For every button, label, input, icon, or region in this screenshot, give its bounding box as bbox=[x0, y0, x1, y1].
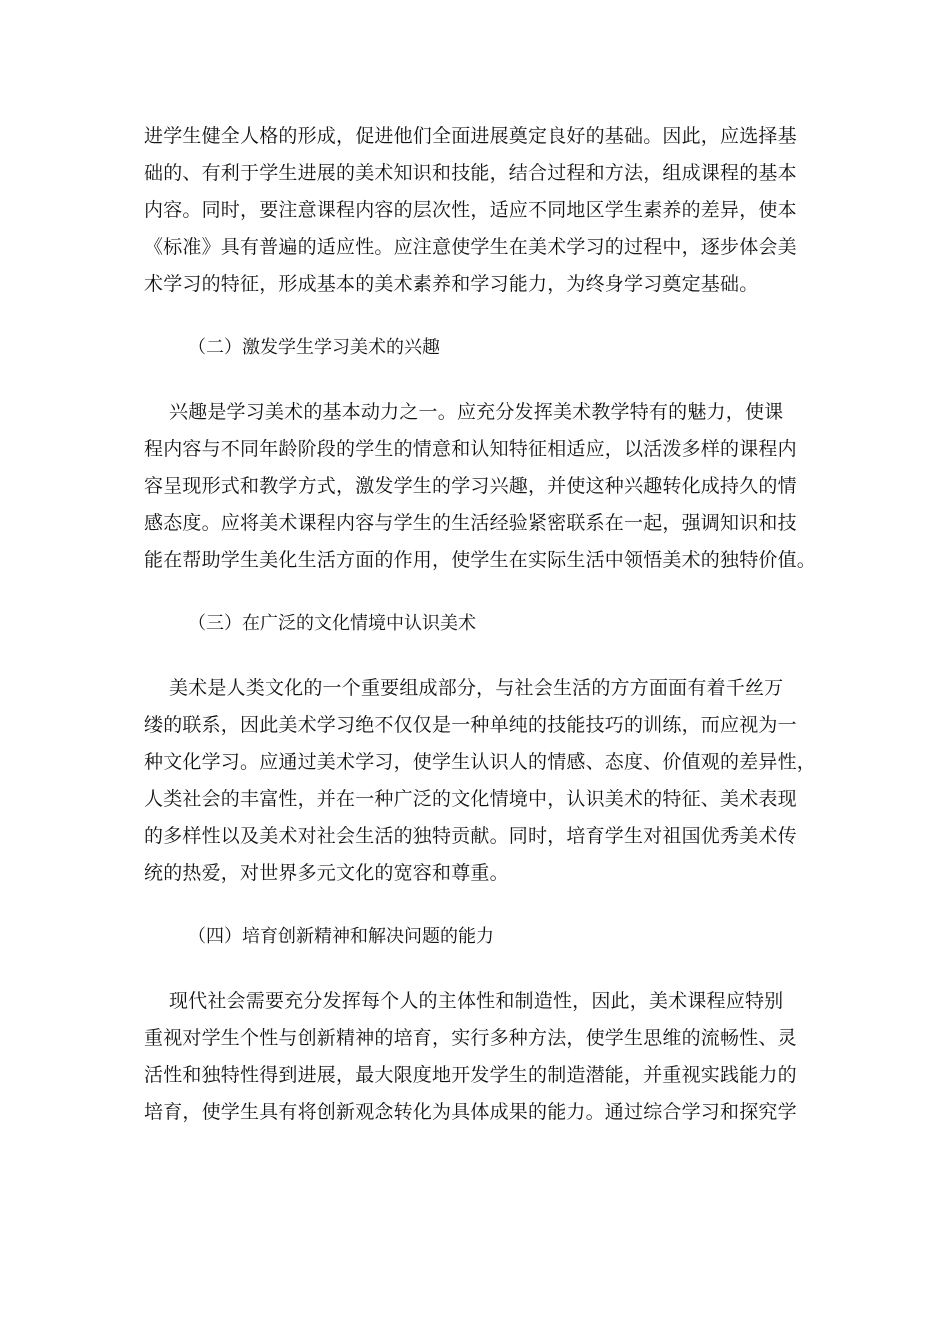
section-heading-3: （三）在广泛的文化情境中认识美术 bbox=[188, 613, 476, 634]
text-line: 能在帮助学生美化生活方面的作用，使学生在实际生活中领悟美术的独特价值。 bbox=[144, 549, 817, 571]
text-line: 缕的联系，因此美术学习绝不仅仅是一种单纯的技能技巧的训练，而应视为一 bbox=[144, 714, 797, 736]
text-line: 术学习的特征，形成基本的美术素养和学习能力，为终身学习奠定基础。 bbox=[144, 273, 759, 295]
text-line: 兴趣是学习美术的基本动力之一。应充分发挥美术教学特有的魅力，使课 bbox=[144, 401, 784, 423]
paragraph-culture bbox=[144, 670, 817, 892]
text-line: 重视对学生个性与创新精神的培育，实行多种方法，使学生思维的流畅性、灵 bbox=[144, 1027, 797, 1049]
paragraph-innovation bbox=[144, 983, 808, 1131]
text-line: 的多样性以及美术对社会生活的独特贡献。同时，培育学生对祖国优秀美术传 bbox=[144, 825, 797, 847]
text-line: 活性和独特性得到进展，最大限度地开发学生的制造潜能，并重视实践能力的 bbox=[144, 1064, 797, 1086]
text-line: 容呈现形式和教学方式，激发学生的学习兴趣，并使这种兴趣转化成持久的情 bbox=[144, 475, 797, 497]
text-line: 人类社会的丰富性，并在一种广泛的文化情境中，认识美术的特征、美术表现 bbox=[144, 788, 797, 810]
text-line: 美术是人类文化的一个重要组成部分，与社会生活的方方面面有着千丝万 bbox=[144, 677, 784, 699]
text-line: 现代社会需要充分发挥每个人的主体性和制造性，因此，美术课程应特别 bbox=[144, 990, 784, 1012]
text-line: 进学生健全人格的形成，促进他们全面进展奠定良好的基础。因此，应选择基 bbox=[144, 125, 797, 147]
text-line: 础的、有利于学生进展的美术知识和技能，结合过程和方法，组成课程的基本 bbox=[144, 162, 797, 184]
section-heading-4: （四）培育创新精神和解决问题的能力 bbox=[188, 926, 494, 947]
document-page bbox=[144, 118, 817, 1131]
text-line: 种文化学习。应通过美术学习，使学生认识人的情感、态度、价值观的差异性， bbox=[144, 751, 817, 773]
text-line: 《标准》具有普遍的适应性。应注意使学生在美术学习的过程中，逐步体会美 bbox=[144, 236, 797, 258]
text-line: 程内容与不同年龄阶段的学生的情意和认知特征相适应，以活泼多样的课程内 bbox=[144, 438, 797, 460]
text-line: 内容。同时，要注意课程内容的层次性，适应不同地区学生素养的差异，使本 bbox=[144, 199, 797, 221]
text-line: 培育，使学生具有将创新观念转化为具体成果的能力。通过综合学习和探究学 bbox=[144, 1101, 797, 1123]
paragraph-interest bbox=[144, 394, 817, 579]
text-line: 感态度。应将美术课程内容与学生的生活经验紧密联系在一起，强调知识和技 bbox=[144, 512, 797, 534]
section-heading-2: （二）激发学生学习美术的兴趣 bbox=[188, 337, 440, 358]
text-line: 统的热爱，对世界多元文化的宽容和尊重。 bbox=[144, 862, 509, 884]
paragraph-intro bbox=[144, 118, 808, 303]
